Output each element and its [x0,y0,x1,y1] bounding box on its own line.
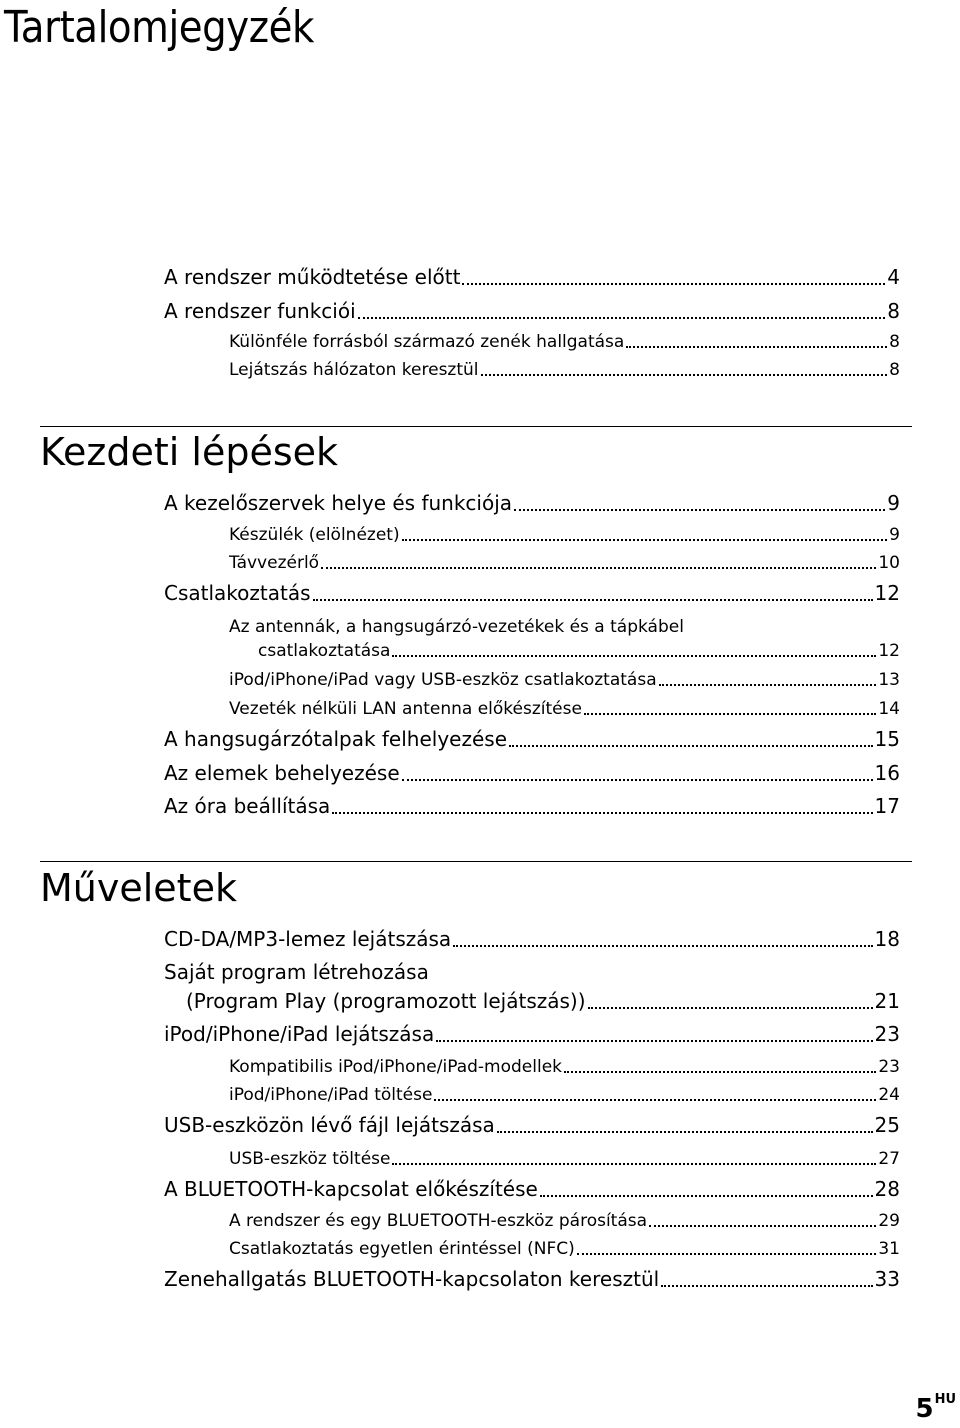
toc-entry[interactable] [164,490,900,516]
toc-subentry[interactable] [229,359,900,381]
toc-leader-dots [577,1253,877,1255]
toc-leader-dots [313,599,873,601]
toc-subentry[interactable] [229,1056,900,1078]
toc-entry-page: 17 [874,794,900,818]
toc-entry-page: 12 [874,581,900,605]
toc-entry[interactable] [164,1021,900,1047]
toc-leader-dots [540,1195,873,1197]
toc-leader-dots [321,567,876,569]
toc-subentry[interactable] [229,669,900,691]
toc-entry-label: A rendszer funkciói [164,299,356,323]
toc-entry[interactable] [164,1176,900,1202]
toc-entry-label: USB-eszközön lévő fájl lejátszása [164,1113,495,1137]
toc-entry[interactable] [164,298,900,324]
toc-entry-page: 8 [889,332,900,352]
toc-entry-label: iPod/iPhone/iPad töltése [229,1085,433,1105]
toc-leader-dots [358,317,886,319]
toc-entry-label: csatlakoztatása [258,641,391,661]
toc-entry[interactable] [164,1266,900,1292]
toc-entry-label: Az elemek behelyezése [164,761,400,785]
toc-entry-label: Távvezérlő [229,553,320,573]
toc-leader-dots [453,945,872,947]
toc-leader-dots [392,1163,876,1165]
toc-leader-dots [436,1040,872,1042]
page-title: Tartalomjegyzék [4,2,315,53]
toc-leader-dots [332,812,872,814]
toc-subentry[interactable] [229,1210,900,1232]
toc-leader-dots [434,1099,876,1101]
toc-entry-label: Készülék (elölnézet) [229,525,400,545]
toc-leader-dots [659,684,877,686]
toc-entry-label: Lejátszás hálózaton keresztül [229,360,479,380]
toc-entry-label: Kompatibilis iPod/iPhone/iPad-modellek [229,1057,562,1077]
toc-entry-label: CD-DA/MP3-lemez lejátszása [164,927,452,951]
toc-entry-label: iPod/iPhone/iPad lejátszása [164,1022,435,1046]
toc-subentry[interactable] [229,552,900,574]
toc-entry-page: 31 [878,1239,900,1259]
toc-entry[interactable] [164,726,900,752]
toc-entry-page: 29 [878,1211,900,1231]
section-heading: Műveletek [40,866,237,910]
toc-entry-label: Vezeték nélküli LAN antenna előkészítése [229,699,582,719]
toc-subentry[interactable] [229,331,900,353]
toc-entry[interactable] [164,580,900,606]
toc-entry-page: 28 [874,1177,900,1201]
toc-subentry[interactable] [229,1238,900,1260]
toc-entry[interactable] [164,793,900,819]
toc-entry-label: Zenehallgatás BLUETOOTH-kapcsolaton keresztül [164,1267,660,1291]
toc-entry-label: Különféle forrásból származó zenék hallgatása [229,332,625,352]
toc-entry-first-line[interactable]: Saját program létrehozása [164,960,429,984]
toc-entry-page: 18 [874,927,900,951]
toc-leader-dots [509,745,873,747]
toc-entry-label: USB-eszköz töltése [229,1149,391,1169]
toc-entry[interactable] [164,926,900,952]
toc-entry-page: 8 [889,360,900,380]
toc-entry-page: 24 [878,1085,900,1105]
toc-entry[interactable] [164,760,900,786]
toc-entry-label: Az óra beállítása [164,794,331,818]
toc-entry-label: A BLUETOOTH-kapcsolat előkészítése [164,1177,538,1201]
toc-entry-page: 14 [878,699,900,719]
toc-entry-page: 16 [874,761,900,785]
toc-entry-page: 4 [887,265,900,289]
language-code: HU [934,1392,956,1407]
toc-entry-page: 21 [874,989,900,1013]
toc-leader-dots [588,1007,873,1009]
section-divider [40,426,912,427]
toc-leader-dots [402,779,873,781]
toc-entry-page: 9 [889,525,900,545]
toc-entry-page: 23 [878,1057,900,1077]
toc-entry[interactable] [186,988,900,1014]
toc-entry[interactable] [164,1112,900,1138]
toc-subentry[interactable] [258,640,900,662]
toc-entry-page: 33 [874,1267,900,1291]
toc-entry-page: 13 [878,670,900,690]
toc-leader-dots [564,1071,876,1073]
section-divider [40,861,912,862]
toc-entry-label: iPod/iPhone/iPad vagy USB-eszköz csatlakoztatása [229,670,657,690]
toc-subentry[interactable] [229,1148,900,1170]
toc-entry-page: 12 [878,641,900,661]
toc-leader-dots [462,283,885,285]
toc-entry-page: 25 [874,1113,900,1137]
toc-entry-label: (Program Play (programozott lejátszás)) [186,989,586,1013]
toc-leader-dots [661,1285,872,1287]
toc-entry-label: A hangsugárzótalpak felhelyezése [164,727,507,751]
toc-entry-page: 10 [878,553,900,573]
toc-leader-dots [392,655,876,657]
toc-entry-page: 27 [878,1149,900,1169]
toc-entry-page: 23 [874,1022,900,1046]
toc-entry-label: A rendszer működtetése előtt [164,265,461,289]
page-number: 5 [915,1394,934,1424]
toc-entry-label: A kezelőszervek helye és funkciója [164,491,513,515]
toc-leader-dots [481,374,888,376]
toc-leader-dots [497,1131,873,1133]
toc-leader-dots [514,509,885,511]
toc-leader-dots [402,539,888,541]
toc-entry-label: A rendszer és egy BLUETOOTH-eszköz párosítása [229,1211,648,1231]
toc-subentry[interactable] [229,698,900,720]
toc-entry-page: 8 [887,299,900,323]
toc-entry[interactable] [164,264,900,290]
toc-entry-label: Csatlakoztatás egyetlen érintéssel (NFC) [229,1239,575,1259]
toc-subentry[interactable] [229,524,900,546]
toc-subentry-first-line[interactable]: Az antennák, a hangsugárzó-vezetékek és a tápkábel [229,617,684,637]
toc-leader-dots [649,1225,876,1227]
toc-leader-dots [626,346,887,348]
toc-leader-dots [584,713,876,715]
page-footer [915,1392,956,1424]
toc-entry-label: Csatlakoztatás [164,581,311,605]
section-heading: Kezdeti lépések [40,430,339,474]
toc-subentry[interactable] [229,1084,900,1106]
toc-entry-page: 9 [887,491,900,515]
toc-entry-page: 15 [874,727,900,751]
